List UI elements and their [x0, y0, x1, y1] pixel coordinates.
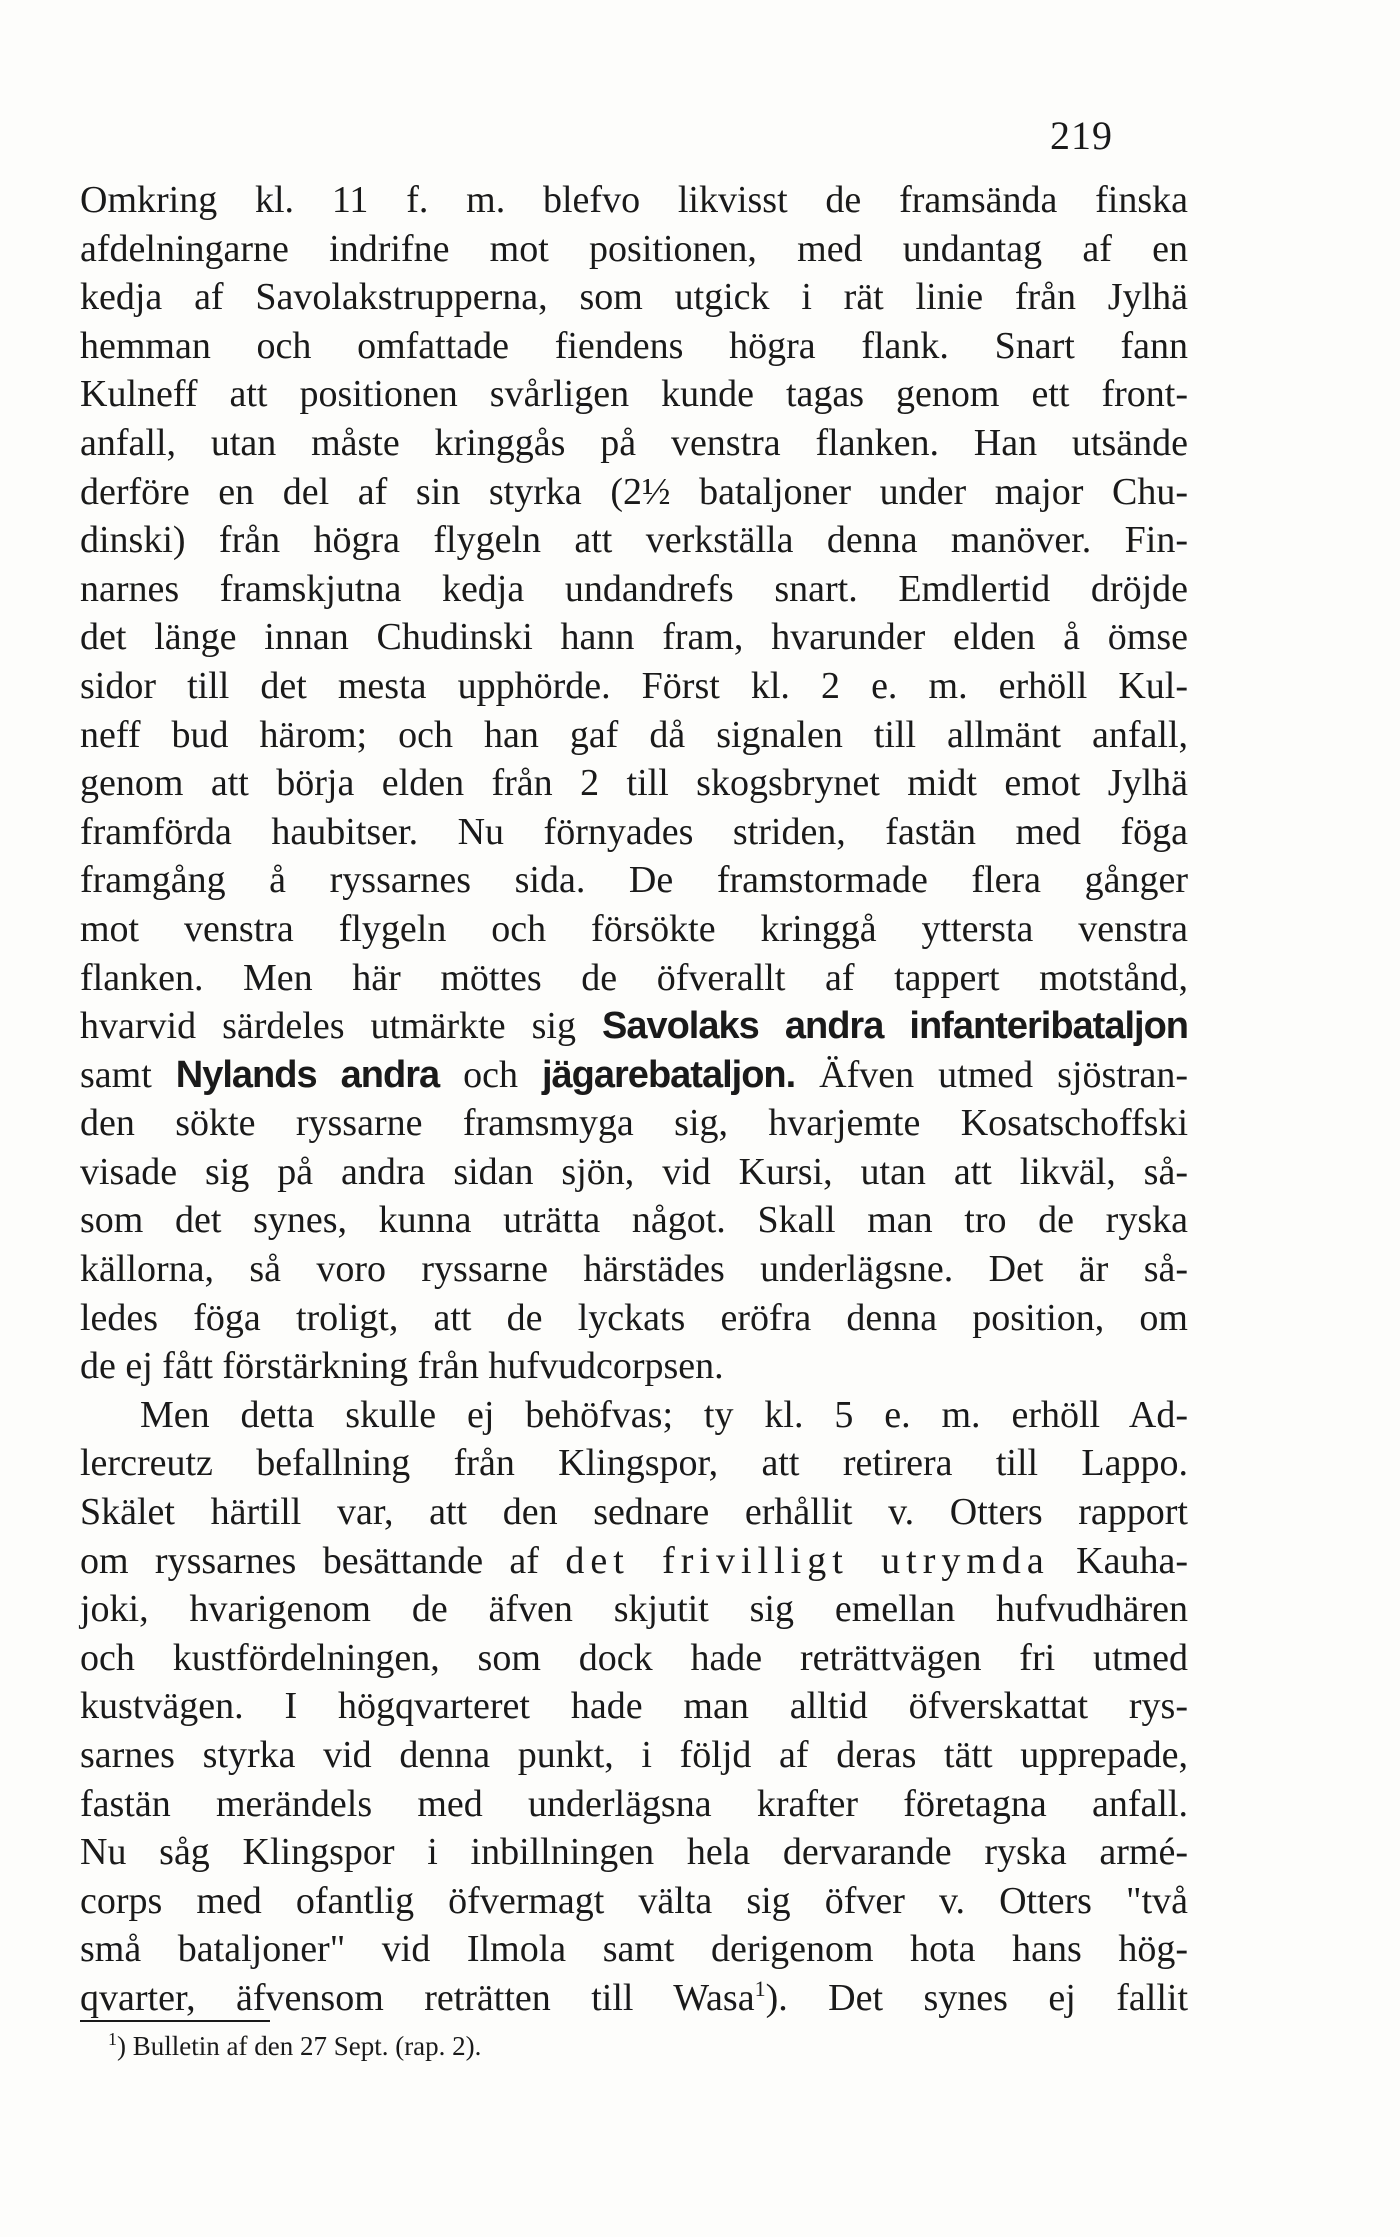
- text-line: som det synes, kunna uträtta något. Skall man tro de ryska: [80, 1199, 1188, 1242]
- text-line: sidor till det mesta upphörde. Först kl. 2 e. m. erhöll Kul-: [80, 664, 1188, 707]
- text-line: afdelningarne indrifne mot positionen, med undantag af en: [80, 227, 1188, 270]
- text-line: lercreutz befallning från Klingspor, att retirera till Lappo.: [80, 1442, 1188, 1485]
- text-segment: qvarter, äfvensom reträtten till Wasa: [80, 1976, 755, 2019]
- text-line: Omkring kl. 11 f. m. blefvo likvisst de framsända finska: [80, 179, 1188, 221]
- text-line: neff bud härom; och han gaf då signalen till allmänt anfall,: [80, 713, 1188, 756]
- text-line: derföre en del af sin styrka (2½ bataljoner under major Chu-: [80, 470, 1188, 513]
- text-line: flanken. Men här möttes de öfverallt af tappert motstånd,: [80, 956, 1188, 999]
- body-text: [80, 176, 1188, 2023]
- text-segment: ). Det synes ej fallit: [765, 1976, 1189, 2019]
- text-line: källorna, så voro ryssarne härstädes underlägsne. Det är så-: [80, 1248, 1188, 1291]
- text-line: mot venstra flygeln och försökte kringgå yttersta venstra: [80, 907, 1188, 950]
- text-segment: Kauha-: [1049, 1539, 1188, 1582]
- footnote-mark: 1: [108, 2029, 117, 2049]
- text-line: kustvägen. I högqvarteret hade man alltid öfverskattat rys-: [80, 1685, 1188, 1728]
- spaced-emphasis: det frivilligt utrymda: [565, 1539, 1050, 1582]
- text-line: hemman och omfattade fiendens högra flank. Snart fann: [80, 324, 1188, 367]
- text-segment: samt: [80, 1053, 176, 1096]
- text-line: framgång å ryssarnes sida. De framstormade flera gånger: [80, 859, 1188, 902]
- text-line: kedja af Savolakstrupperna, som utgick i rät linie från Jylhä: [80, 276, 1188, 319]
- text-line: de ej fått förstärkning från hufvudcorpsen.: [80, 1345, 724, 1388]
- text-line: corps med ofantlig öfvermagt välta sig öfver v. Otters "två: [80, 1879, 1188, 1922]
- footnote-divider: [80, 2020, 270, 2022]
- emphasized-unit-name: Savolaks andra infanteribataljon: [601, 1005, 1188, 1048]
- text-line: anfall, utan måste kringgås på venstra flanken. Han utsände: [80, 421, 1188, 464]
- text-line: fastän merändels med underlägsna krafter företagna anfall.: [80, 1782, 1188, 1825]
- text-line: joki, hvarigenom de äfven skjutit sig emellan hufvudhären: [80, 1588, 1188, 1631]
- text-line: genom att börja elden från 2 till skogsbrynet midt emot Jylhä: [80, 762, 1188, 805]
- text-line: Skälet härtill var, att den sednare erhållit v. Otters rapport: [80, 1491, 1188, 1534]
- text-segment: Äfven utmed sjöstran-: [795, 1053, 1188, 1096]
- page-number: 219: [1050, 113, 1113, 158]
- footnote-reference: 1: [754, 1975, 766, 2001]
- emphasized-unit-name: jägarebataljon.: [541, 1053, 796, 1096]
- text-segment: om ryssarnes besättande af: [80, 1539, 566, 1582]
- text-line: den sökte ryssarne framsmyga sig, hvarjemte Kosatschoffski: [80, 1102, 1188, 1145]
- text-line: Kulneff att positionen svårligen kunde tagas genom ett front-: [80, 373, 1188, 416]
- footnote: [108, 2028, 481, 2064]
- text-line: visade sig på andra sidan sjön, vid Kursi, utan att likväl, så-: [80, 1150, 1188, 1193]
- text-line-with-note: [80, 1974, 1188, 2023]
- text-line-emphasis: [80, 1002, 1188, 1051]
- text-segment: hvarvid särdeles utmärkte sig: [80, 1005, 602, 1048]
- text-line: små bataljoner" vid Ilmola samt derigenom hota hans hög-: [80, 1928, 1188, 1971]
- footnote-text: ) Bulletin af den 27 Sept. (rap. 2).: [117, 2031, 482, 2061]
- text-line-emphasis: [80, 1051, 1188, 1100]
- text-line: och kustfördelningen, som dock hade reträttvägen fri utmed: [80, 1636, 1188, 1679]
- text-line: narnes framskjutna kedja undandrefs snart. Emdlertid dröjde: [80, 567, 1188, 610]
- text-line: ledes föga troligt, att de lyckats eröfra denna position, om: [80, 1296, 1188, 1339]
- text-line: det länge innan Chudinski hann fram, hvarunder elden å ömse: [80, 616, 1188, 659]
- text-line: Men detta skulle ej behöfvas; ty kl. 5 e. m. erhöll Ad-: [140, 1393, 1188, 1436]
- text-line: framförda haubitser. Nu förnyades striden, fastän med föga: [80, 810, 1188, 853]
- text-line: sarnes styrka vid denna punkt, i följd af deras tätt upprepade,: [80, 1734, 1188, 1776]
- text-segment: och: [439, 1053, 542, 1096]
- text-line: dinski) från högra flygeln att verkställa denna manöver. Fin-: [80, 519, 1188, 562]
- text-line-spaced: [80, 1537, 1188, 1586]
- text-line: Nu såg Klingspor i inbillningen hela dervarande ryska armé-: [80, 1831, 1188, 1874]
- emphasized-unit-name: Nylands andra: [175, 1053, 440, 1096]
